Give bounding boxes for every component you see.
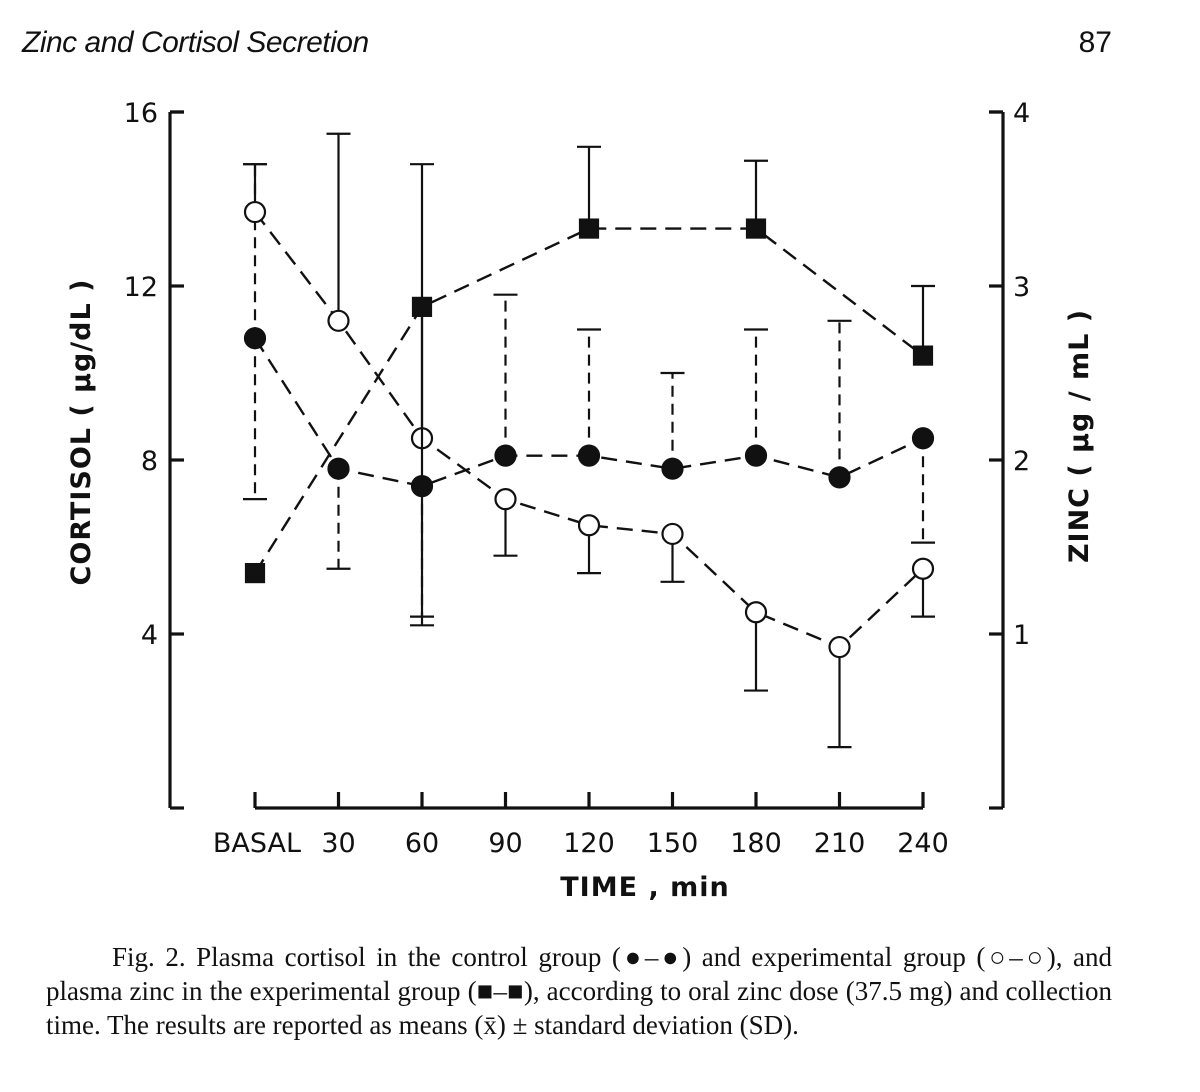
x-tick-label: 180 xyxy=(730,828,782,859)
data-point-open-circle xyxy=(579,515,599,535)
data-point-open-circle xyxy=(746,602,766,622)
data-point-filled-circle xyxy=(245,328,265,348)
data-point-filled-square xyxy=(914,347,932,365)
data-point-open-circle xyxy=(245,202,265,222)
right-y-axis-title: ZINC ( µg / mL ) xyxy=(1064,308,1095,564)
data-point-open-circle xyxy=(496,489,516,509)
x-tick-label: 150 xyxy=(646,828,699,859)
x-tick-label: 90 xyxy=(488,828,523,859)
right-y-tick-label: 2 xyxy=(1013,446,1031,477)
data-point-filled-square xyxy=(747,220,765,238)
caption-text: Fig. 2. Plasma cortisol in the control group (●–●) and experimental group (○–○), and plasma zinc in the experimental group (■–■), according to oral zinc dose (37.5 mg) and collection time. The results are reported as means (x̄) ± standard deviation (SD). xyxy=(46,942,1112,1040)
x-tick-label: BASAL xyxy=(212,828,301,859)
data-point-open-circle xyxy=(913,559,933,579)
x-axis-title: TIME , min xyxy=(560,872,730,903)
x-tick-label: 120 xyxy=(563,828,615,859)
right-y-tick-label: 1 xyxy=(1013,620,1031,651)
figure-caption xyxy=(46,940,1112,1042)
left-y-tick-label: 8 xyxy=(140,446,158,477)
series-filled-square xyxy=(246,147,935,626)
data-point-filled-circle xyxy=(746,446,766,466)
x-tick-label: 240 xyxy=(897,828,949,859)
data-point-filled-circle xyxy=(663,459,683,479)
data-point-filled-circle xyxy=(579,446,599,466)
data-point-filled-circle xyxy=(830,467,850,487)
left-y-tick-label: 4 xyxy=(140,620,158,651)
x-tick-label: 60 xyxy=(404,828,440,859)
data-point-filled-circle xyxy=(496,446,516,466)
x-tick-label: 30 xyxy=(321,828,356,859)
left-y-axis-title: CORTISOL ( µg/dL ) xyxy=(66,278,97,586)
data-point-filled-square xyxy=(413,298,431,316)
x-tick-label: 210 xyxy=(813,828,866,859)
left-y-tick-label: 12 xyxy=(123,272,158,303)
right-y-tick-label: 4 xyxy=(1013,98,1031,129)
data-point-filled-square xyxy=(246,564,264,582)
data-point-filled-circle xyxy=(913,428,933,448)
chart-series xyxy=(243,134,935,747)
data-point-open-circle xyxy=(329,311,349,331)
data-point-open-circle xyxy=(830,637,850,657)
page-number: 87 xyxy=(1078,26,1112,59)
right-y-tick-label: 3 xyxy=(1013,272,1031,303)
left-y-tick-label: 16 xyxy=(123,98,158,129)
data-point-open-circle xyxy=(663,524,683,544)
data-point-filled-square xyxy=(580,220,598,238)
running-head: Zinc and Cortisol Secretion xyxy=(22,26,369,59)
data-point-filled-circle xyxy=(329,459,349,479)
